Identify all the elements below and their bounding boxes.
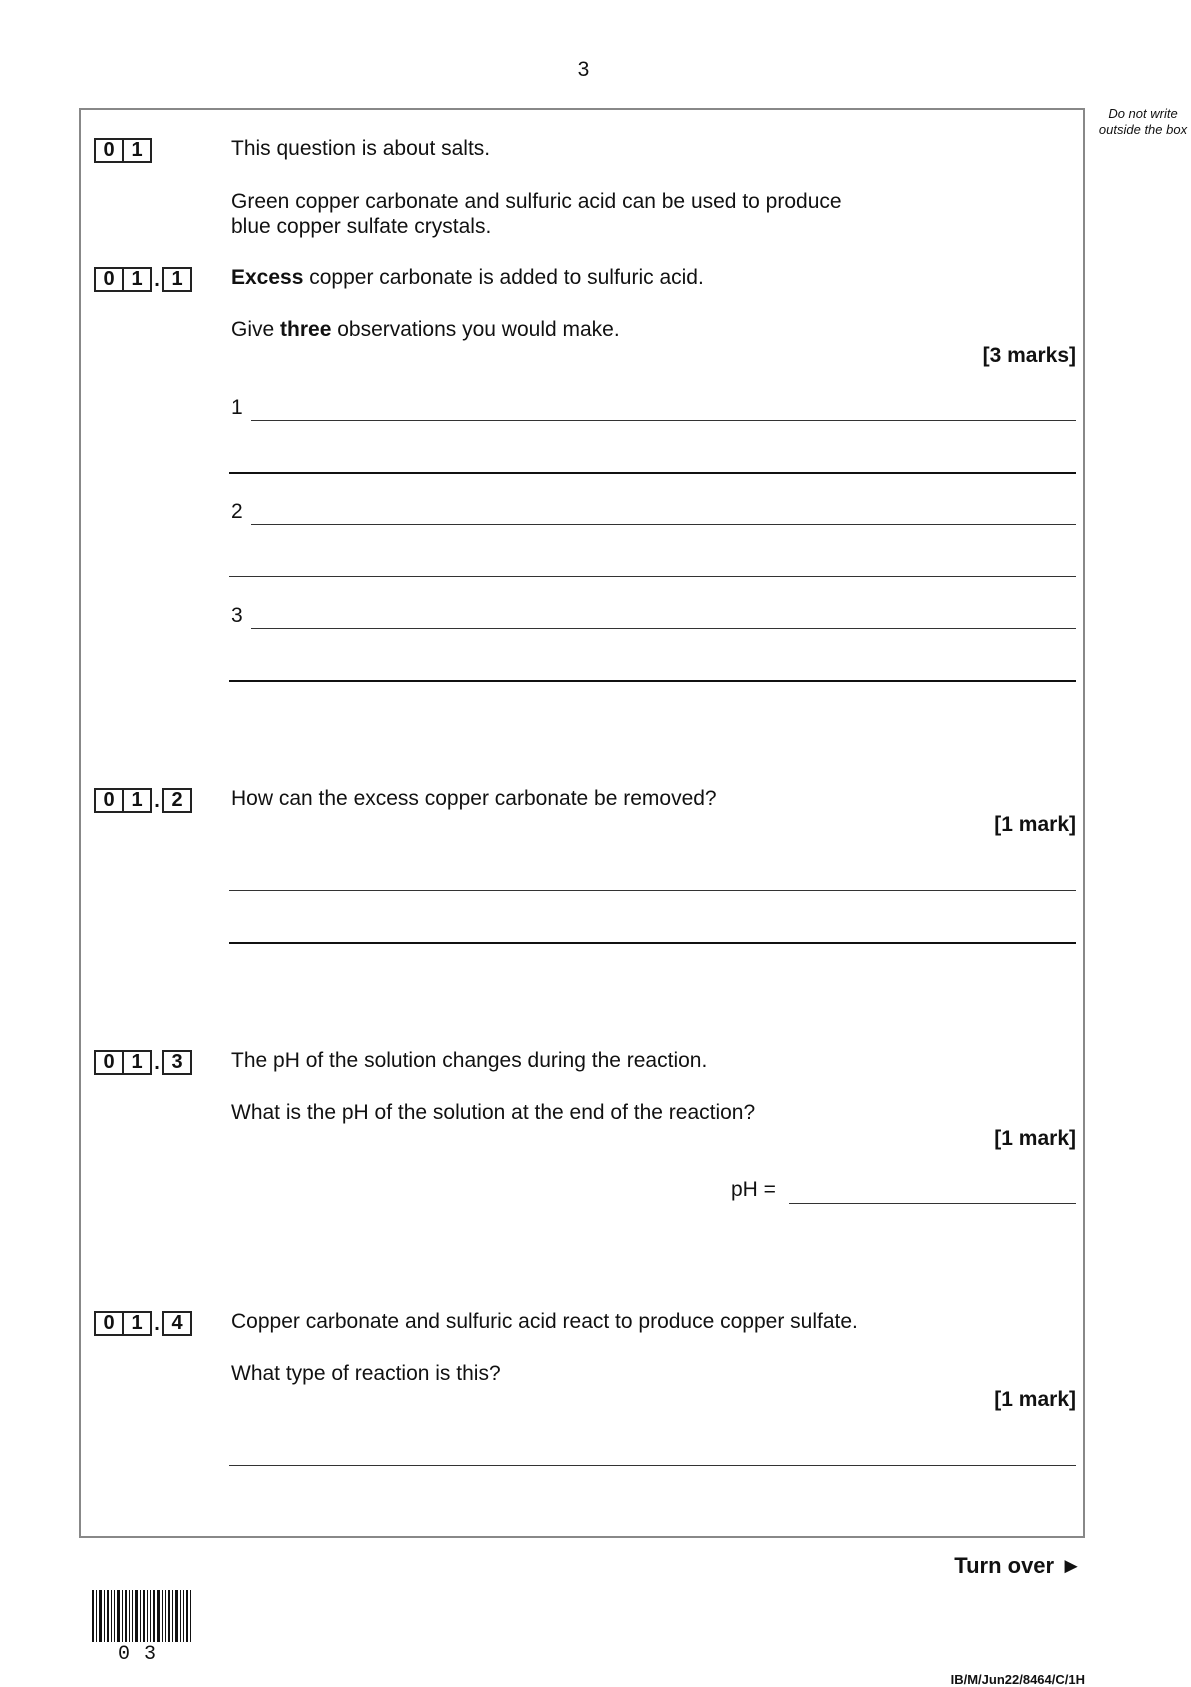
answer-line[interactable] (229, 1465, 1076, 1466)
answer-label-2: 2 (231, 500, 243, 523)
question-number-01-2: 0 1 . 2 (94, 788, 192, 813)
question-digit: 1 (122, 267, 152, 292)
question-context-line-2: blue copper sulfate crystals. (231, 215, 492, 238)
question-digit: 0 (94, 788, 124, 813)
answer-line[interactable] (229, 942, 1076, 944)
question-context-line-1: Green copper carbonate and sulfuric acid can be used to produce (231, 190, 842, 213)
answer-line[interactable] (251, 420, 1076, 421)
answer-line[interactable] (229, 576, 1076, 577)
question-digit: 1 (122, 1311, 152, 1336)
barcode-icon (92, 1590, 200, 1642)
q1-instr-a: Give (231, 318, 281, 341)
q4-text-1: Copper carbonate and sulfuric acid react to produce copper sulfate. (231, 1310, 858, 1333)
question-digit: 3 (162, 1050, 192, 1075)
answer-line[interactable] (251, 628, 1076, 629)
question-digit: 1 (162, 267, 192, 292)
question-number-01-3: 0 1 . 3 (94, 1050, 192, 1075)
q3-text-2: What is the pH of the solution at the end of the reaction? (231, 1101, 756, 1124)
page-number: 3 (577, 58, 590, 81)
question-digit: 0 (94, 138, 124, 163)
q2-marks: [1 mark] (994, 813, 1076, 836)
barcode-number: 03 (118, 1643, 171, 1666)
q3-text-1: The pH of the solution changes during the reaction. (231, 1049, 708, 1072)
q1-instruction (231, 317, 620, 342)
q2-text: How can the excess copper carbonate be removed? (231, 787, 717, 810)
question-number-01-4: 0 1 . 4 (94, 1311, 192, 1336)
answer-line[interactable] (251, 524, 1076, 525)
turn-over-label: Turn over ► (954, 1553, 1082, 1578)
answer-label-1: 1 (231, 396, 243, 419)
question-number-01 (94, 138, 152, 163)
q3-marks: [1 mark] (994, 1127, 1076, 1150)
question-digit: 4 (162, 1311, 192, 1336)
question-digit: 1 (122, 138, 152, 163)
q1-instr-b: observations you would make. (331, 318, 620, 341)
question-digit: 0 (94, 267, 124, 292)
question-digit: 0 (94, 1311, 124, 1336)
question-number-01-1: 0 1 . 1 (94, 267, 192, 292)
q4-marks: [1 mark] (994, 1388, 1076, 1411)
ph-answer-label: pH = (731, 1178, 776, 1201)
question-intro-text: This question is about salts. (231, 137, 491, 160)
margin-note: Do not write outside the box (1098, 106, 1188, 137)
answer-line[interactable] (229, 890, 1076, 891)
paper-reference: IB/M/Jun22/8464/C/1H (950, 1672, 1085, 1687)
q1-text (231, 265, 704, 290)
ph-answer-line[interactable] (789, 1203, 1076, 1204)
answer-label-3: 3 (231, 604, 243, 627)
answer-line[interactable] (229, 472, 1076, 474)
answer-line[interactable] (229, 680, 1076, 682)
question-digit: 2 (162, 788, 192, 813)
q1-text-bold: Excess (231, 266, 304, 289)
q1-marks: [3 marks] (982, 344, 1076, 367)
q1-text-rest: copper carbonate is added to sulfuric acid. (303, 266, 704, 289)
question-digit: 1 (122, 1050, 152, 1075)
q4-text-2: What type of reaction is this? (231, 1362, 501, 1385)
q1-instr-bold: three (280, 318, 332, 341)
question-digit: 1 (122, 788, 152, 813)
question-digit: 0 (94, 1050, 124, 1075)
